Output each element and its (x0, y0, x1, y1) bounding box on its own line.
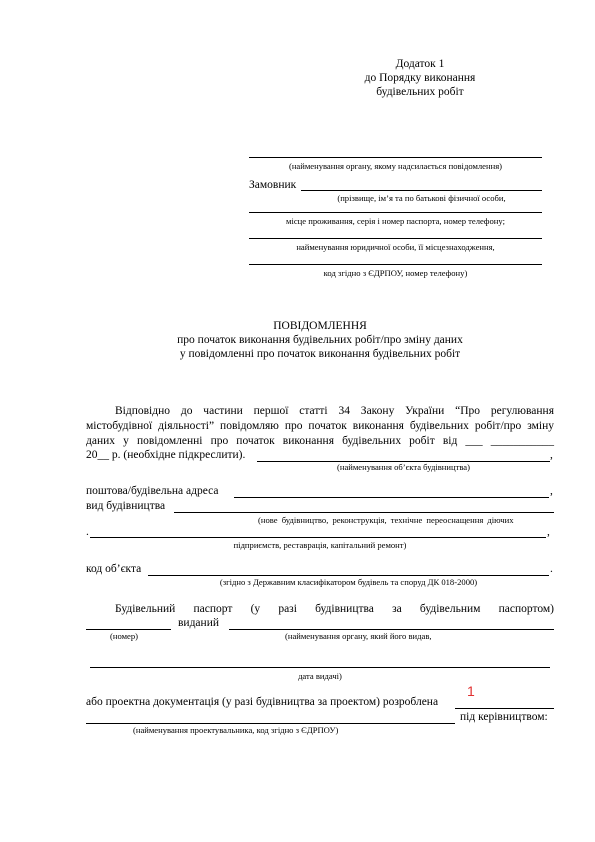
passport-organ-caption: (найменування органу, який його видав, (285, 631, 432, 641)
appendix-label: Додаток 1 (395, 58, 445, 70)
passport-date-caption: дата видачі) (298, 671, 342, 681)
passport-date-field-line[interactable] (90, 667, 550, 668)
construction-kind-field-line[interactable] (174, 512, 554, 513)
organ-field-line[interactable] (249, 157, 542, 158)
notice-title: ПОВІДОМЛЕННЯ (273, 320, 367, 332)
address-label: поштова/будівельна адреса (86, 485, 219, 497)
construction-kind-label: вид будівництва (86, 500, 166, 512)
customer-field-line[interactable] (301, 190, 542, 191)
appendix-ref-line1: до Порядку виконання (364, 72, 476, 84)
passport-line1: Будівельний паспорт (у разі будівництва за будівельним паспортом) (115, 603, 554, 615)
passport-number-caption: (номер) (110, 631, 139, 641)
para1-line3: даних у повідомленні про початок виконання будівельних робіт від ___ ___________ (86, 435, 554, 447)
notice-subtitle-2: у повідомленні про початок виконання будівельних робіт (179, 348, 461, 360)
project-line1: або проектна документація (у разі будівництва за проектом) розроблена (86, 696, 439, 708)
legal-entity-field-line[interactable] (249, 238, 542, 239)
para1-line4: 20__ р. (необхідне підкреслити). (86, 449, 246, 461)
address-field-line[interactable] (234, 497, 549, 498)
legal-entity-caption: найменування юридичної особи, її місцезнаходження, (296, 242, 495, 252)
passport-organ-field-line[interactable] (229, 629, 554, 630)
para1-line1: Відповідно до частини першої статті 34 Закону України “Про регулювання (115, 405, 554, 417)
object-code-field-line[interactable] (148, 575, 549, 576)
object-code-label: код об’єкта (86, 563, 142, 575)
object-code-caption: (згідно з Державним класифікатором будівель та споруд ДК 018-2000) (219, 577, 478, 587)
customer-name-caption: (прізвище, ім’я та по батькові фізичної особи, (337, 193, 506, 203)
organ-caption: (найменування органу, якому надсилається повідомлення) (288, 161, 503, 171)
construction-kind-caption-2: підприємств, реставрація, капітальний ремонт) (233, 540, 407, 550)
para1-line2: містобудівної діяльності” повідомляю про початок виконання будівельних робіт/про зміну (86, 420, 554, 432)
customer-label: Замовник (249, 179, 297, 191)
construction-kind-caption-1: (нове будівництво, реконструкція, технічне переоснащення діючих (258, 515, 514, 525)
passport-issued-label: виданий (178, 617, 220, 629)
page-marker: 1 (467, 683, 475, 699)
edrpou-caption: код згідно з ЄДРПОУ, номер телефону) (323, 268, 468, 278)
project-supervision-label: під керівництвом: (460, 711, 548, 723)
notice-subtitle-1: про початок виконання будівельних робіт/про зміну даних (177, 334, 463, 346)
construction-kind-field-line-2[interactable] (90, 537, 546, 538)
object-name-caption: (найменування об’єкта будівництва) (337, 462, 470, 472)
project-developer-field-line-2[interactable] (86, 723, 455, 724)
passport-number-field-line[interactable] (86, 629, 171, 630)
edrpou-field-line[interactable] (249, 264, 542, 265)
residence-field-line[interactable] (249, 212, 542, 213)
project-developer-field-line[interactable] (455, 708, 554, 709)
appendix-ref-line2: будівельних робіт (376, 86, 464, 98)
project-developer-caption: (найменування проектувальника, код згідно з ЄДРПОУ) (133, 725, 339, 735)
residence-caption: місце проживання, серія і номер паспорта, номер телефону; (286, 216, 505, 226)
